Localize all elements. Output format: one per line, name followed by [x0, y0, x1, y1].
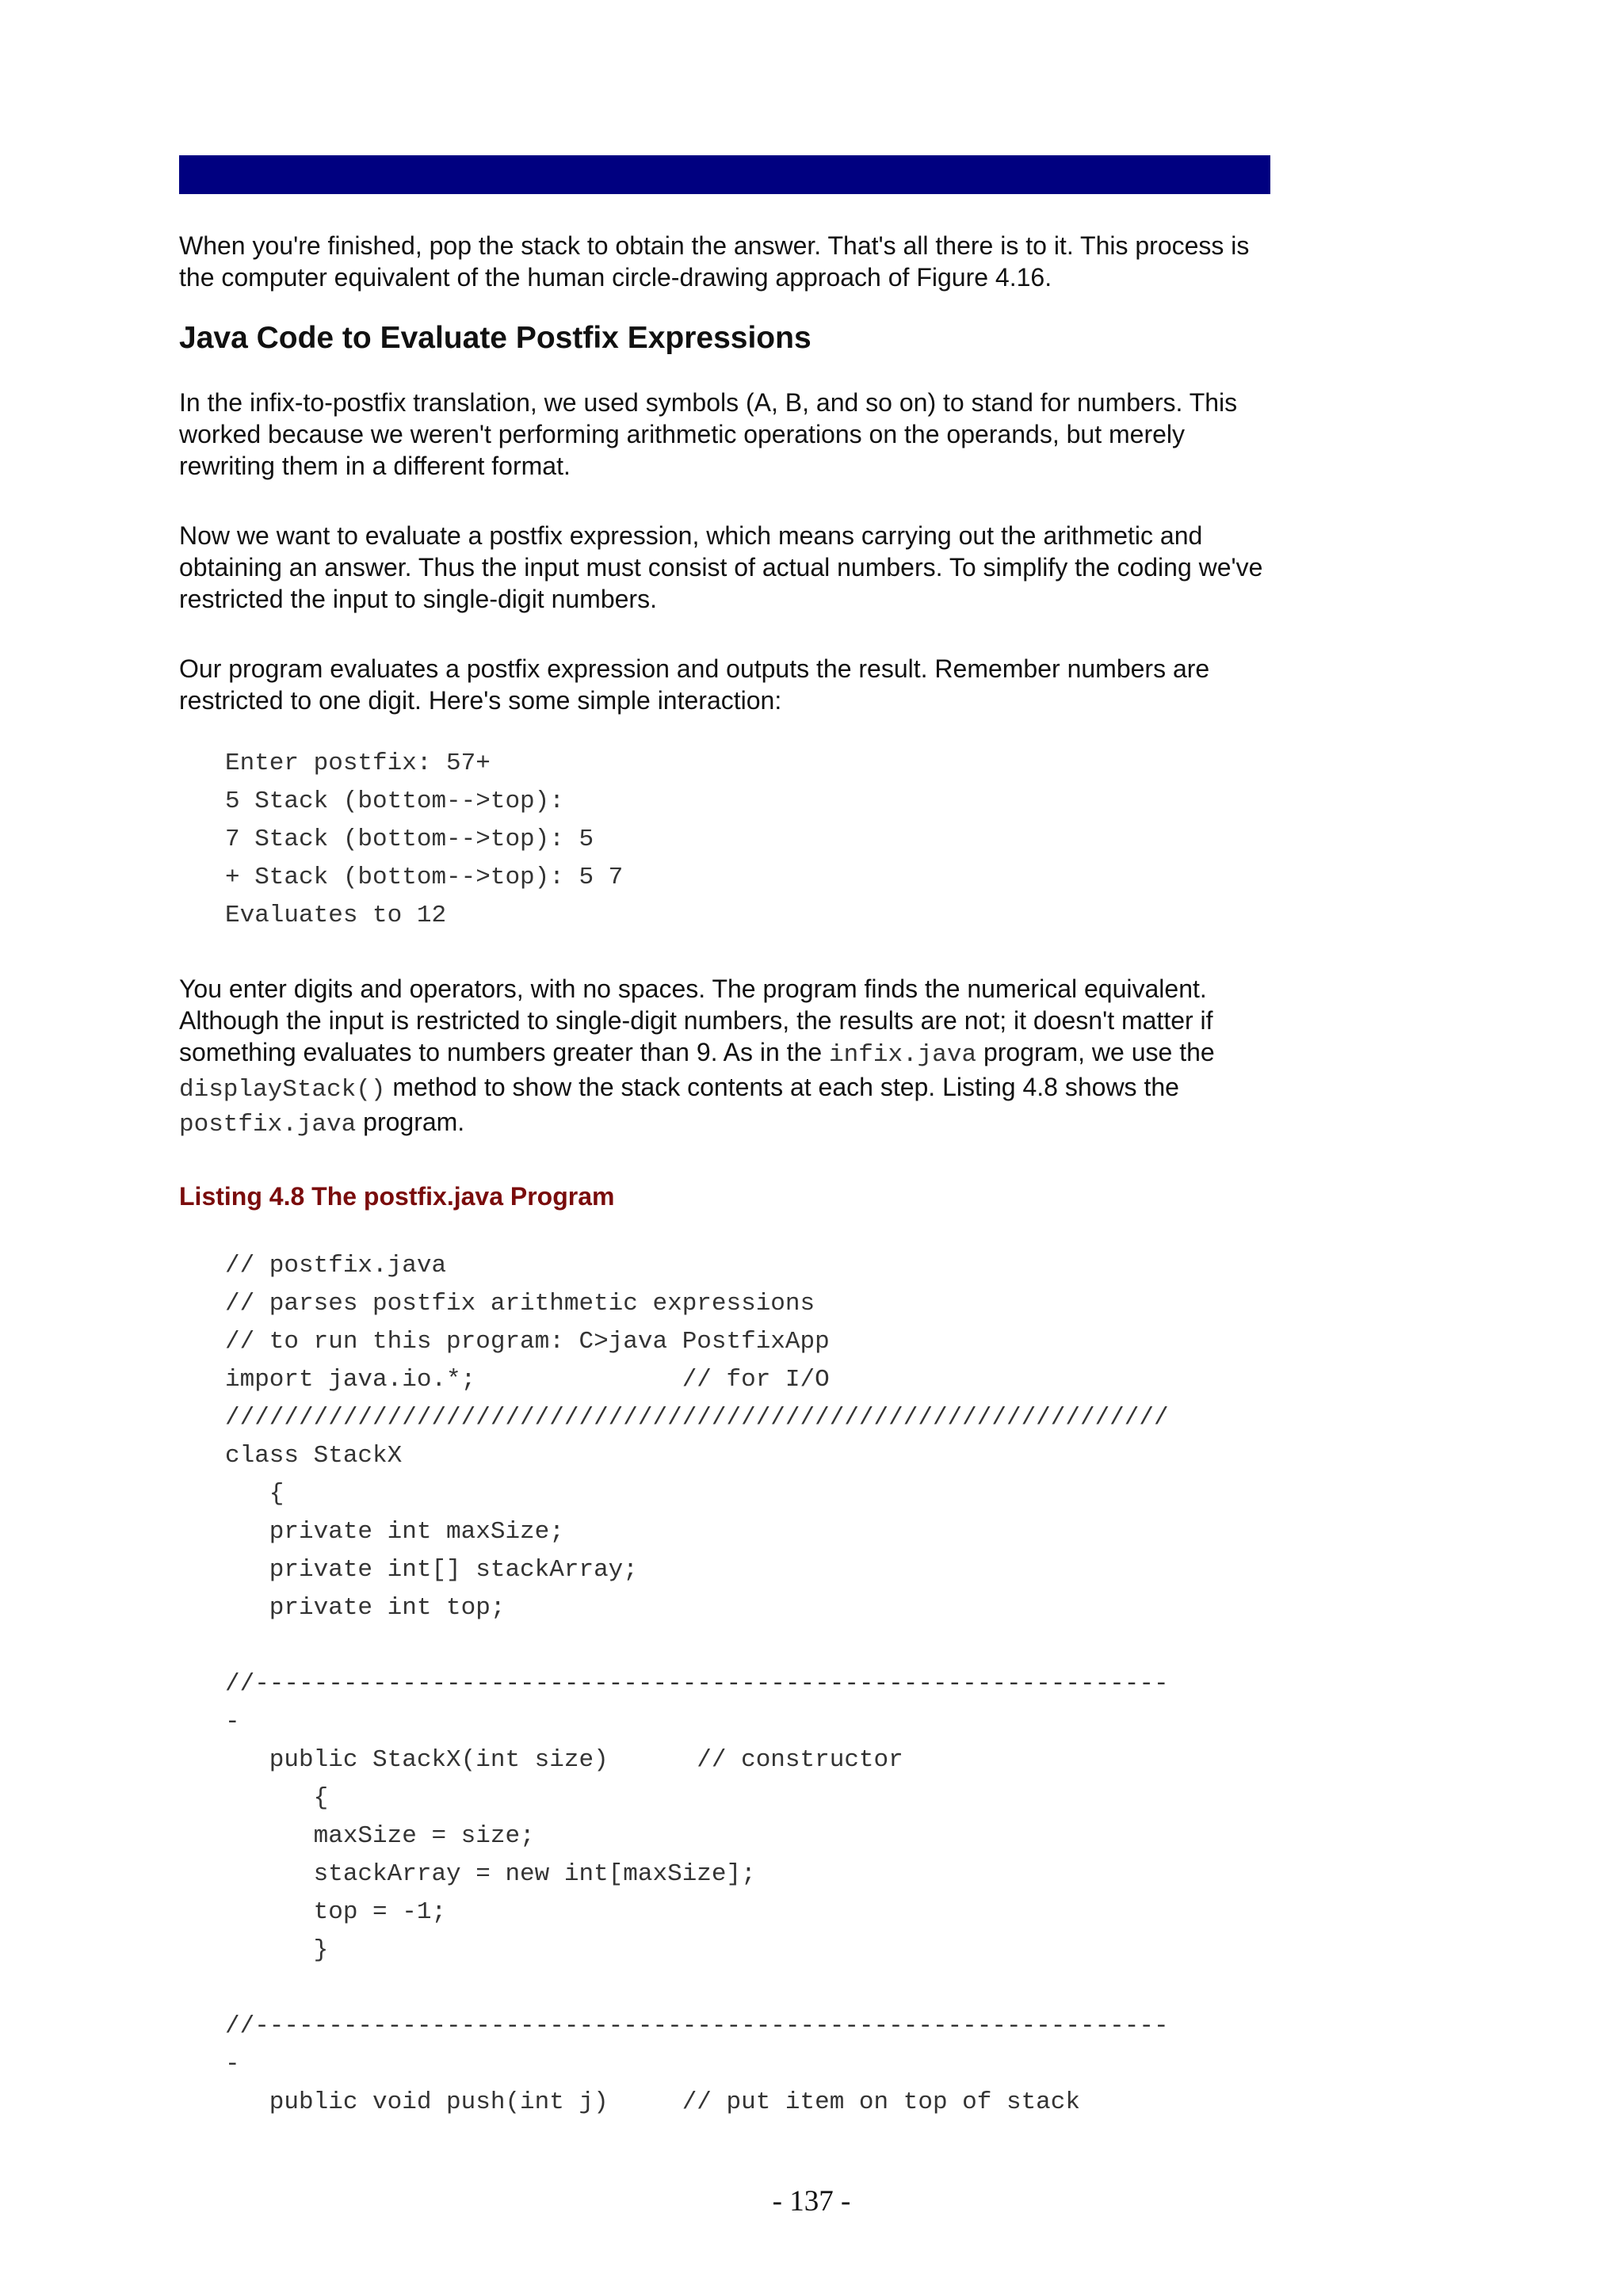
text-segment: You enter digits and operators, with no spaces. The program finds the numerical equivalent. Although the input is restricted to single-digit numbers, the results are not; it doesn't matter if something evaluates to numbers greater than 9. As in the: [179, 974, 1213, 1066]
page-content: [179, 230, 1273, 2122]
interaction-example: Enter postfix: 57+ 5 Stack (bottom-->top): 7 Stack (bottom-->top): 5 + Stack (bottom-->top): 5 7 Evaluates to 12: [225, 749, 624, 929]
listing-title: Listing 4.8 The postfix.java Program: [179, 1182, 615, 1211]
paragraph-enter-digits: [179, 973, 1273, 1141]
inline-code-postfix: postfix.java: [179, 1111, 357, 1138]
paragraph-evaluate: Now we want to evaluate a postfix expression, which means carrying out the arithmetic and obtaining an answer. Thus the input must consist of actual numbers. To simplify the coding we've restricted the input to single-digit numbers.: [179, 521, 1263, 613]
paragraph-program-evaluates: Our program evaluates a postfix expression and outputs the result. Remember numbers are restricted to one digit. Here's some simple interaction:: [179, 654, 1210, 715]
page-number: - 137 -: [772, 2185, 851, 2218]
text-segment: program.: [356, 1108, 465, 1136]
header-bar: [179, 155, 1270, 194]
inline-code-displaystack: displayStack(): [179, 1076, 386, 1104]
text-segment: method to show the stack contents at each step. Listing 4.8 shows the: [385, 1073, 1179, 1101]
paragraph-infix-translation: In the infix-to-postfix translation, we used symbols (A, B, and so on) to stand for numbers. This worked because we weren't performing arithmetic operations on the operands, but merely rewriting them in a different format.: [179, 388, 1238, 480]
listing-code: // postfix.java // parses postfix arithmetic expressions // to run this program: C>java PostfixApp import java.io.*; // for I/O //////////////////////////////////////////////////////////////// class StackX { private int maxSize; private int[] stackArray; private int top; //-------------------------------------------------------------- - public StackX(int size) // constructor { maxSize = size; stackArray = new int[maxSize]; top = -1; } //-------------------------------------------------------------- - public void push(int j) // put item on top of stack: [225, 1252, 1169, 2116]
inline-code-infix: infix.java: [829, 1041, 977, 1069]
paragraph-finish: When you're finished, pop the stack to obtain the answer. That's all there is to it. This process is the computer equivalent of the human circle-drawing approach of Figure 4.16.: [179, 231, 1250, 292]
section-title: Java Code to Evaluate Postfix Expressions: [179, 321, 812, 355]
text-segment: program, we use the: [976, 1038, 1215, 1066]
